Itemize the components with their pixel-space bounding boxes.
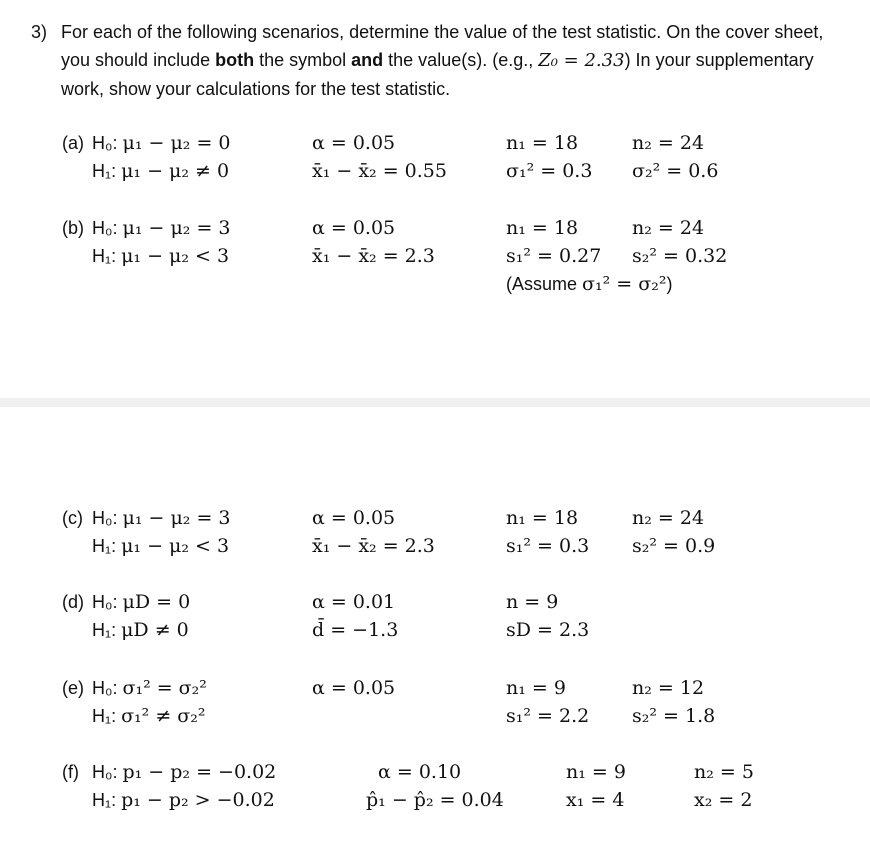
- question-text: For each of the following scenarios, determine the value of the test statistic. On the cover sheet, you should include both the symbol and the value(s). (e.g., Z₀ = 2.33) In your supplementary work, show your calculations for the test statistic.: [61, 22, 824, 99]
- significance-level: α = 0.05: [312, 217, 396, 239]
- page-break: [0, 398, 870, 407]
- example-statistic: Z₀ = 2.33: [538, 50, 625, 71]
- sample-1-variance: s₁² = 2.2: [506, 705, 590, 727]
- significance-level: α = 0.05: [312, 677, 396, 699]
- sample-1-size: n₁ = 9: [566, 761, 626, 783]
- sample-2-size: n₂ = 12: [632, 677, 705, 699]
- sample-statistic: x̄₁ − x̄₂ = 2.3: [312, 535, 435, 557]
- sample-2-successes: x₂ = 2: [694, 789, 753, 811]
- sample-1-size: n₁ = 18: [506, 132, 579, 154]
- null-hypothesis: H₀: μ₁ − μ₂ = 3: [92, 507, 231, 529]
- significance-level: α = 0.05: [312, 132, 396, 154]
- sample-2-variance: s₂² = 0.9: [632, 535, 716, 557]
- alternative-hypothesis: H₁: μ₁ − μ₂ < 3: [92, 245, 230, 267]
- sample-1-successes: x₁ = 4: [566, 789, 625, 811]
- significance-level: α = 0.05: [312, 507, 396, 529]
- sample-size: n = 9: [506, 591, 559, 613]
- emphasis-both: both: [215, 50, 255, 70]
- scenario-label: (b): [62, 218, 84, 238]
- alternative-hypothesis: H₁: μ₁ − μ₂ ≠ 0: [92, 160, 230, 182]
- sample-statistic: d̄ = −1.3: [312, 619, 399, 641]
- difference-std-dev: sD = 2.3: [506, 619, 590, 641]
- sample-statistic: x̄₁ − x̄₂ = 2.3: [312, 245, 435, 267]
- sample-1-size: n₁ = 18: [506, 217, 579, 239]
- alternative-hypothesis: H₁: p₁ − p₂ > −0.02: [92, 789, 275, 811]
- null-hypothesis: H₀: σ₁² = σ₂²: [92, 677, 207, 699]
- sample-statistic: x̄₁ − x̄₂ = 0.55: [312, 160, 447, 182]
- significance-level: α = 0.10: [378, 761, 462, 783]
- sample-2-size: n₂ = 5: [694, 761, 754, 783]
- significance-level: α = 0.01: [312, 591, 396, 613]
- null-hypothesis: H₀: μD = 0: [92, 591, 191, 613]
- sample-2-variance: s₂² = 1.8: [632, 705, 716, 727]
- assumption-note: (Assume σ₁² = σ₂²): [506, 273, 673, 295]
- scenario-label: (c): [62, 508, 83, 528]
- scenario-label: (d): [62, 592, 84, 612]
- sample-2-variance: s₂² = 0.32: [632, 245, 728, 267]
- sample-1-size: n₁ = 18: [506, 507, 579, 529]
- null-hypothesis: H₀: p₁ − p₂ = −0.02: [92, 761, 277, 783]
- alternative-hypothesis: H₁: μ₁ − μ₂ < 3: [92, 535, 230, 557]
- scenario-label: (e): [62, 678, 84, 698]
- question-number: 3): [31, 22, 48, 42]
- sample-2-variance: σ₂² = 0.6: [632, 160, 719, 182]
- alternative-hypothesis: H₁: μD ≠ 0: [92, 619, 189, 641]
- emphasis-and: and: [351, 50, 384, 70]
- null-hypothesis: H₀: μ₁ − μ₂ = 0: [92, 132, 231, 154]
- sample-2-size: n₂ = 24: [632, 507, 705, 529]
- sample-2-size: n₂ = 24: [632, 217, 705, 239]
- null-hypothesis: H₀: μ₁ − μ₂ = 3: [92, 217, 231, 239]
- scenario-label: (a): [62, 133, 84, 153]
- sample-1-variance: σ₁² = 0.3: [506, 160, 593, 182]
- alternative-hypothesis: H₁: σ₁² ≠ σ₂²: [92, 705, 206, 727]
- sample-1-variance: s₁² = 0.27: [506, 245, 602, 267]
- sample-statistic: p̂₁ − p̂₂ = 0.04: [366, 789, 504, 811]
- scenario-label: (f): [62, 762, 79, 782]
- sample-1-size: n₁ = 9: [506, 677, 566, 699]
- sample-2-size: n₂ = 24: [632, 132, 705, 154]
- sample-1-variance: s₁² = 0.3: [506, 535, 590, 557]
